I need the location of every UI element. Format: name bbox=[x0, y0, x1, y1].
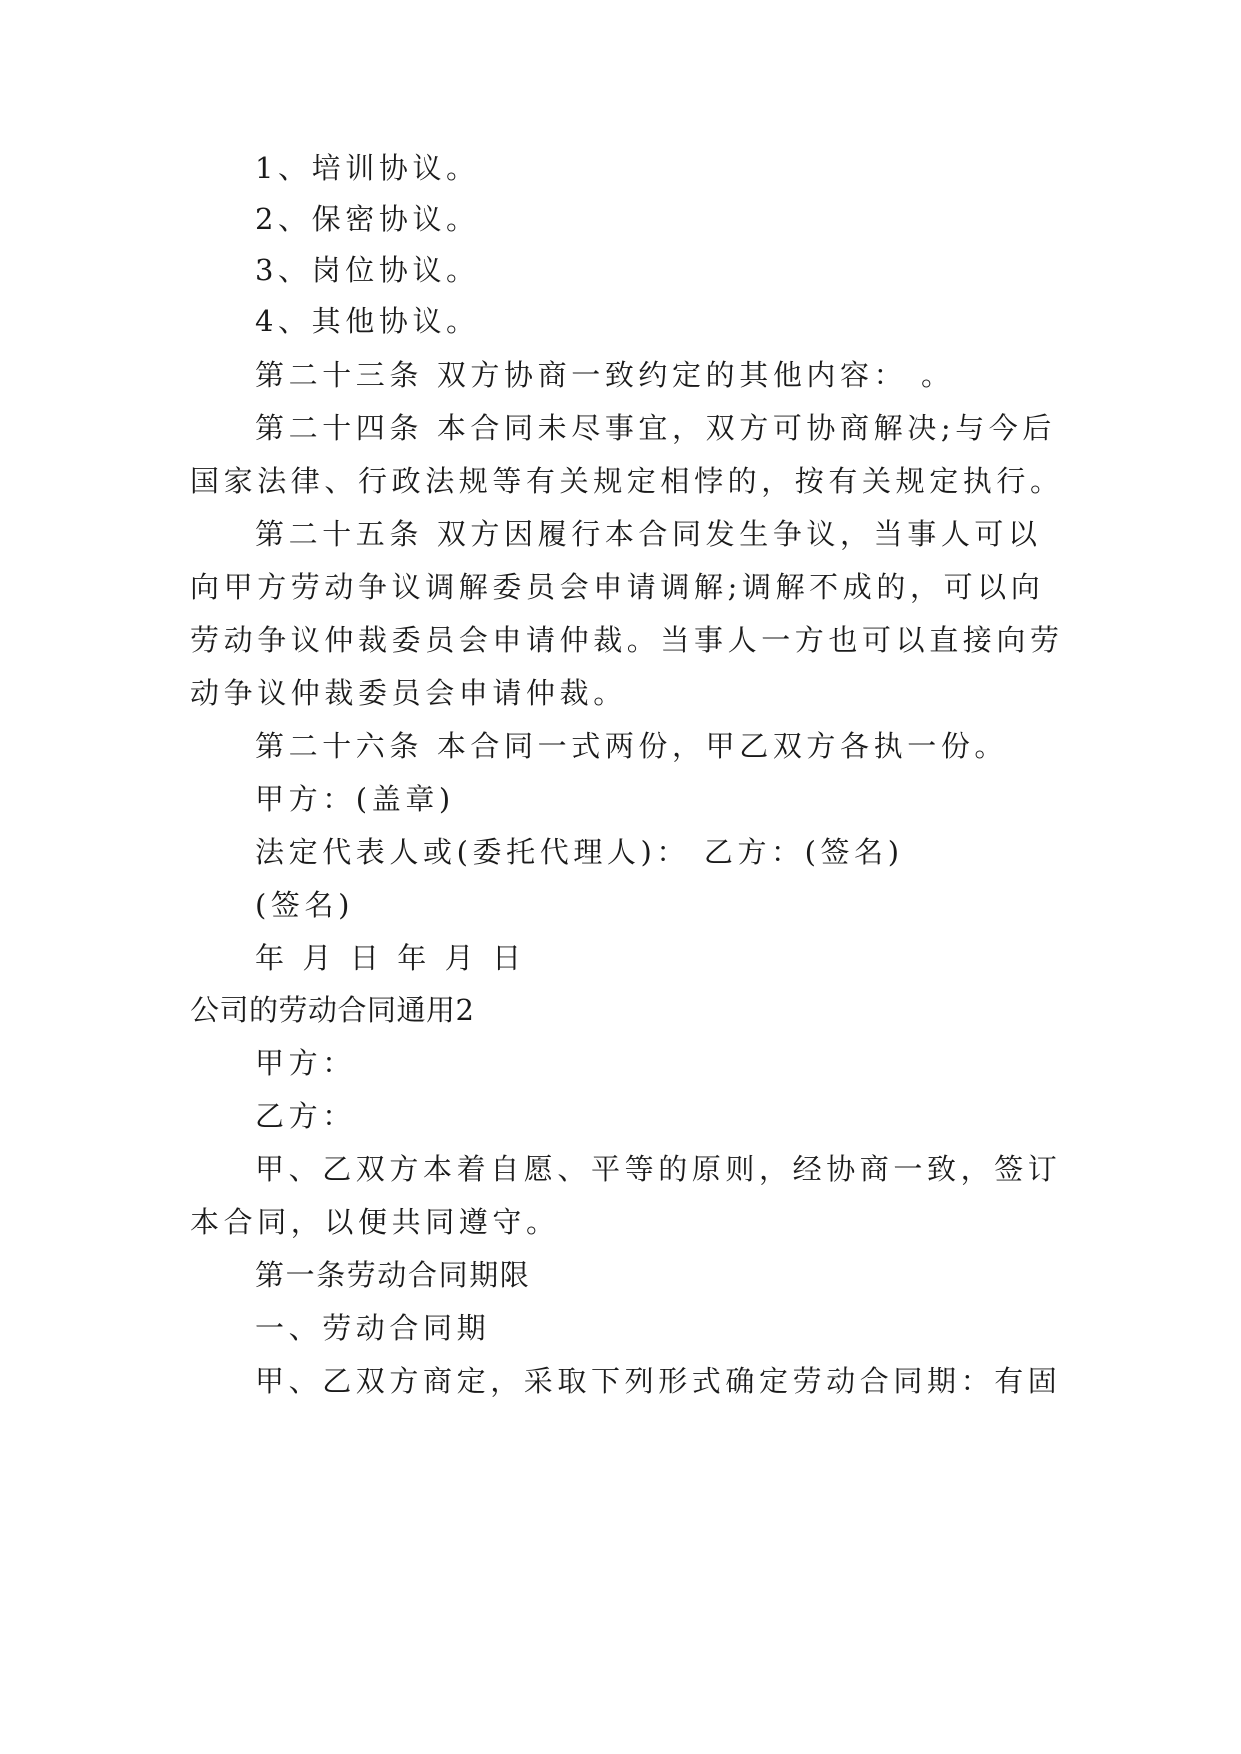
list-item-training-agreement: 1、培训协议。 bbox=[255, 151, 480, 185]
date-line: 年 月 日 年 月 日 bbox=[255, 941, 526, 975]
list-item-confidentiality-agreement: 2、保密协议。 bbox=[255, 202, 480, 236]
list-item-other-agreement: 4、其他协议。 bbox=[255, 304, 480, 338]
article-25-line-2: 向甲方劳动争议调解委员会申请调解;调解不成的，可以向 bbox=[190, 570, 1045, 604]
article-25-line-1: 第二十五条 双方因履行本合同发生争议，当事人可以 bbox=[255, 517, 1042, 551]
article-25-line-3: 劳动争议仲裁委员会申请仲裁。当事人一方也可以直接向劳 bbox=[190, 623, 1064, 657]
signature-label: (签名) bbox=[255, 888, 355, 922]
term-subheading: 一、劳动合同期 bbox=[255, 1311, 491, 1345]
preamble-line-1: 甲、乙双方本着自愿、平等的原则，经协商一致，签订 bbox=[255, 1152, 1062, 1186]
legal-representative-party-b: 法定代表人或(委托代理人)： 乙方：(签名) bbox=[255, 835, 904, 869]
article-25-line-4: 动争议仲裁委员会申请仲裁。 bbox=[190, 676, 627, 710]
term-description: 甲、乙双方商定，采取下列形式确定劳动合同期：有固 bbox=[255, 1364, 1062, 1398]
article-23: 第二十三条 双方协商一致约定的其他内容： 。 bbox=[255, 358, 955, 392]
article-26: 第二十六条 本合同一式两份，甲乙双方各执一份。 bbox=[255, 729, 1009, 763]
article-24-line-2: 国家法律、行政法规等有关规定相悖的，按有关规定执行。 bbox=[190, 464, 1064, 498]
party-b-label: 乙方： bbox=[255, 1099, 356, 1133]
party-a-label: 甲方： bbox=[255, 1046, 356, 1080]
article-24-line-1: 第二十四条 本合同未尽事宜，双方可协商解决;与今后 bbox=[255, 411, 1056, 445]
party-a-seal: 甲方：(盖章) bbox=[255, 782, 455, 816]
section-title: 公司的劳动合同通用2 bbox=[190, 993, 475, 1027]
list-item-position-agreement: 3、岗位协议。 bbox=[255, 253, 480, 287]
preamble-line-2: 本合同，以便共同遵守。 bbox=[190, 1205, 560, 1239]
article-1-title: 第一条劳动合同期限 bbox=[255, 1258, 531, 1292]
